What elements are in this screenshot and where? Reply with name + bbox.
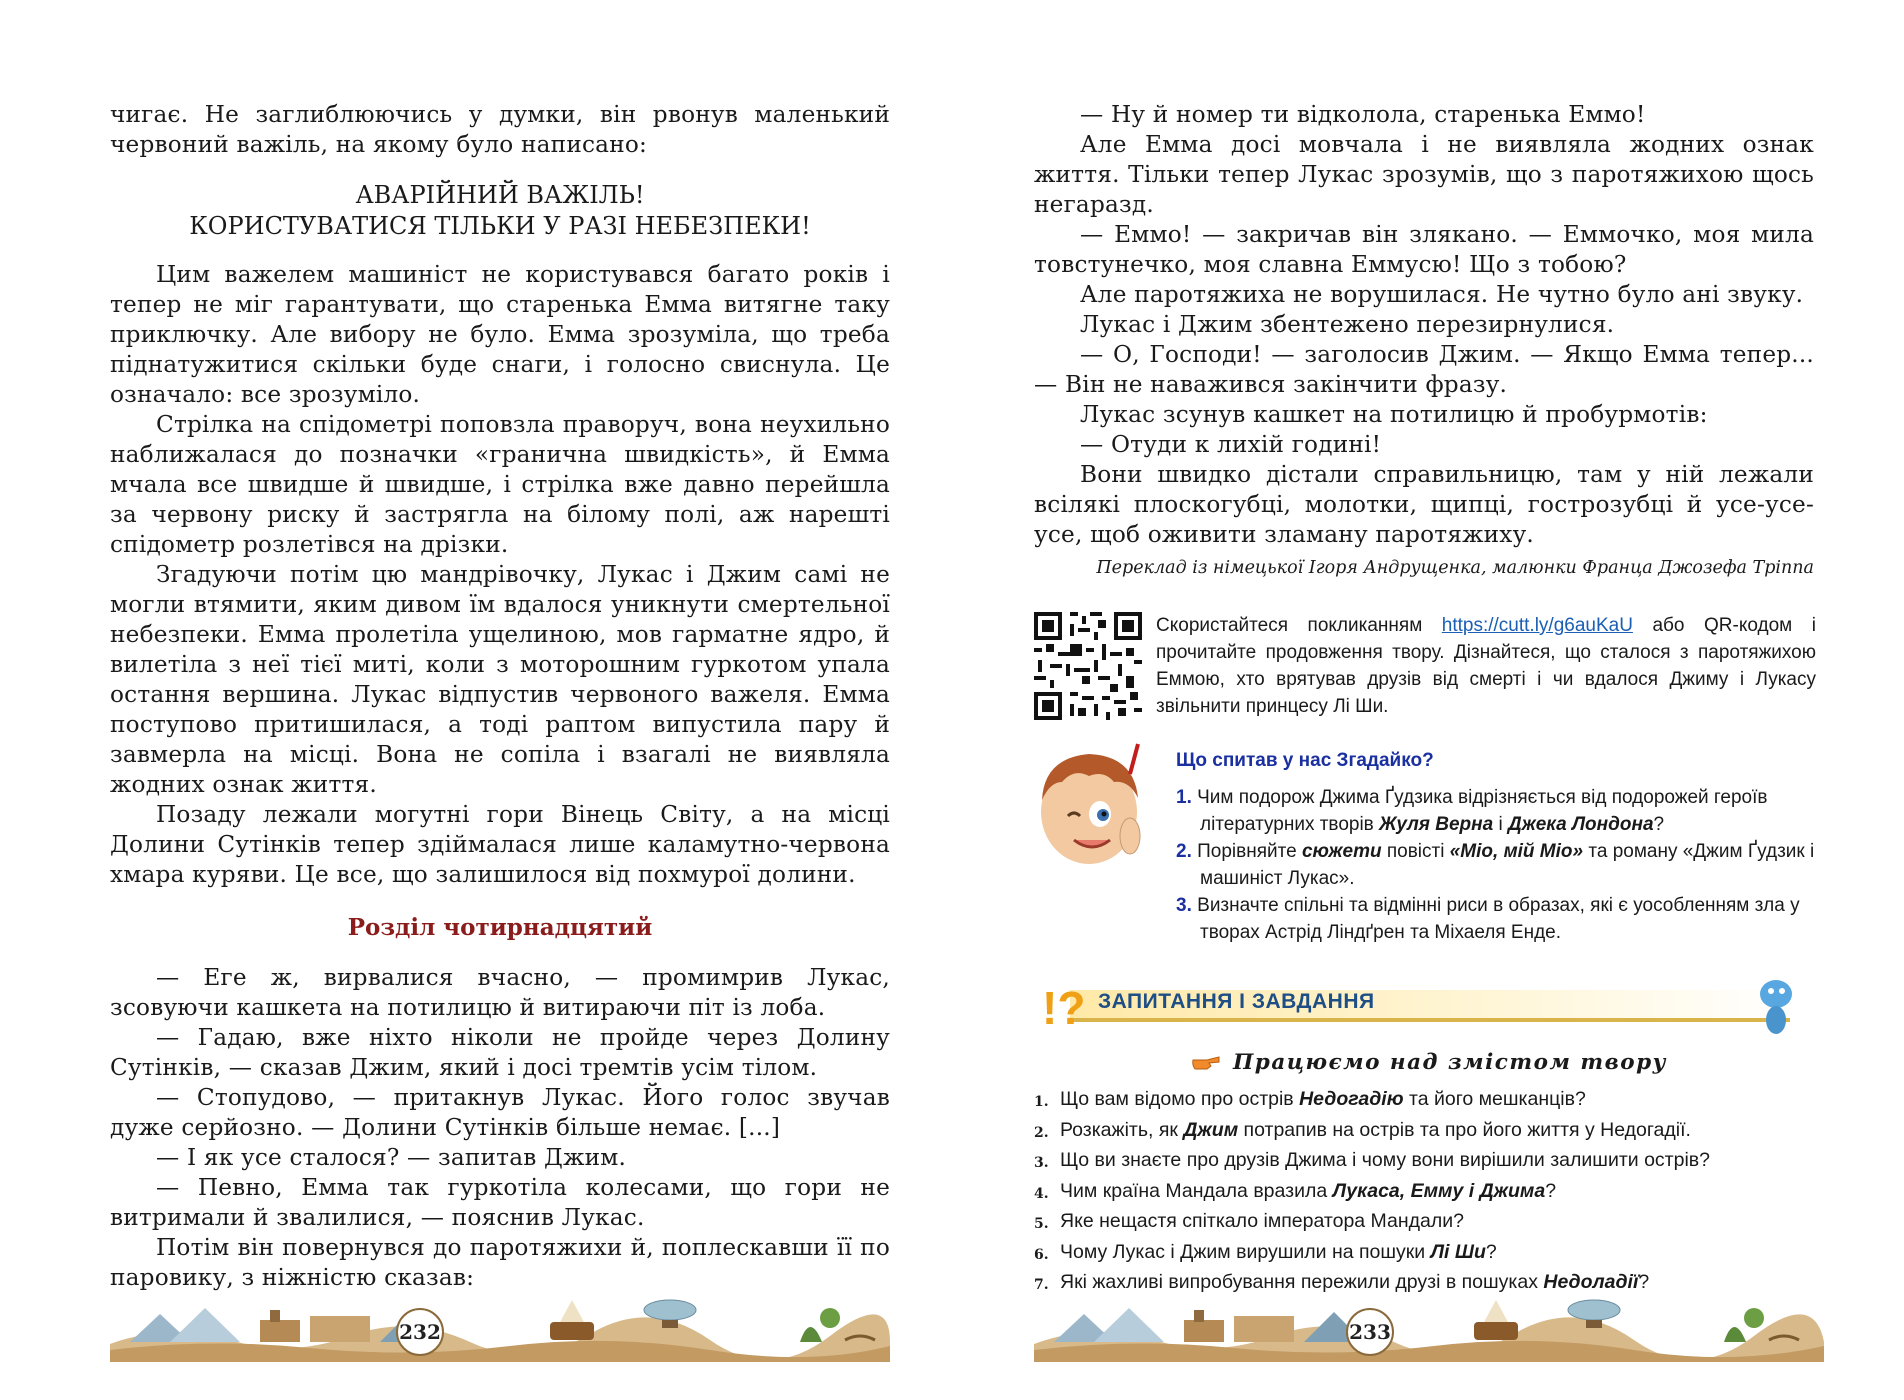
question-item xyxy=(1034,1117,1824,1148)
page-number: 233 xyxy=(1346,1308,1394,1356)
question-part: Що ви знаєте про друзів Джима і чому вони вирішили залишити острів? xyxy=(1060,1149,1710,1171)
paragraph: Згадуючи потім цю мандрівочку, Лукас і Джим самі не могли втямити, яким дивом їм вдалося уникнути смертельної небезпеки. Емма пролетіла ущелиною, мов гарматне ядро, й вилетіла з неї тієї миті, коли з моторошним гуркотом упала остання вершина. Лукас відпустив червоного важеля. Емма поступово притишилася, а тоді раптом випустила пару й завмерла на місці. Вона не сопіла і взагалі не виявляла жодних ознак життя. xyxy=(110,561,890,798)
paragraph: Цим важелем машиніст не користувався багато років і тепер не міг гарантувати, що старенька Емма витягне таку приключку. Але вибору не було. Емма зрозуміла, що треба піднатужитися скільки буде снаги, і голосно свиснула. Це означало: все зрозуміло. xyxy=(110,261,890,408)
sign-line-2: КОРИСТУВАТИСЯ ТІЛЬКИ У РАЗІ НЕБЕЗПЕКИ! xyxy=(189,212,811,240)
sign-line-1: АВАРІЙНИЙ ВАЖІЛЬ! xyxy=(355,181,645,209)
question-number: 2. xyxy=(1034,1124,1049,1141)
paragraph: — Ну й номер ти відколола, старенька Еммо! xyxy=(1080,101,1646,128)
question-text: Чим подорож Джима Ґудзика відрізняється від подорожей героїв літературних творів xyxy=(1197,787,1768,835)
emergency-lever-sign xyxy=(110,180,890,242)
question-number: 1. xyxy=(1034,1094,1049,1110)
paragraph: Стрілка на спідометрі поповзла праворуч, вона неухильно наближалася до позначки «гранична швидкість», й Емма мчала все швидше й швидше, і стрілка вже давно перейшла за червону риску й застрягла на білому полі, аж нарешті спідометр розлетівся на дрізки. xyxy=(110,411,890,558)
subsection-heading xyxy=(1034,1050,1824,1075)
question-text: ? xyxy=(1653,814,1665,835)
zgadayko-question xyxy=(1176,838,1836,892)
qr-link[interactable]: https://cutt.ly/g6auKaU xyxy=(1441,615,1633,636)
question-number: 5. xyxy=(1034,1216,1049,1232)
question-part: Які жахливі випробування пережили друзі в пошуках xyxy=(1060,1271,1544,1293)
question-number: 3. xyxy=(1176,895,1192,916)
question-item xyxy=(1034,1147,1824,1178)
questions-list xyxy=(1034,1086,1824,1300)
right-text-column xyxy=(1034,100,1814,578)
question-part: потрапив на острів та про його життя у Недогадії. xyxy=(1238,1118,1691,1141)
question-text: Порівняйте xyxy=(1197,841,1302,862)
right-page xyxy=(952,0,1904,1400)
zgadayko-questions xyxy=(1176,784,1836,946)
paragraph: — О, Господи! — заголосив Джим. — Якщо Емма тепер... — Він не наважився закінчити фразу. xyxy=(1034,341,1814,398)
paragraph: Лукас і Джим збентежено перезирнулися. xyxy=(1080,311,1615,338)
emphasis: сюжети xyxy=(1301,841,1382,862)
question-item xyxy=(1034,1239,1824,1270)
page-footer-decoration xyxy=(110,1292,890,1362)
question-part: Розкажіть, як xyxy=(1060,1118,1184,1141)
paragraph: — Певно, Емма так гуркотіла колесами, що гори не витримали й звалилися, — пояснив Лукас. xyxy=(110,1174,890,1231)
paragraph: Позаду лежали могутні гори Вінець Світу, а на місці Долини Сутінків тепер здіймалася лише каламутно-червона хмара куряви. Це все, що залишилося від похмурої долини. xyxy=(110,801,890,888)
question-text xyxy=(1060,1208,1464,1239)
page-footer-decoration xyxy=(1034,1292,1824,1362)
emphasis: Джека Лондона xyxy=(1508,814,1654,835)
page-number: 232 xyxy=(396,1308,444,1356)
boy-character-illustration xyxy=(1034,740,1144,880)
paragraph: Лукас зсунув кашкет на потилицю й пробурмотів: xyxy=(1080,401,1708,428)
paragraph: — Стопудово, — притакнув Лукас. Його голос звучав дуже серйозно. — Долини Сутінків більше немає. [...] xyxy=(110,1084,890,1141)
zgadayko-block xyxy=(1034,736,1834,956)
qr-text-before: Скористайтеся покликанням xyxy=(1156,615,1442,636)
qr-text-after: або QR-кодом і прочитайте продовження твору. Дізнайтеся, що сталося з паротяжихою Еммою, хто врятував друзів від смерті і чи вдалося Джиму і Лукасу звільнити принцесу Лі Ши. xyxy=(1156,615,1816,717)
question-text: і xyxy=(1493,814,1508,835)
paragraph: Вони швидко дістали справильницю, там у ній лежали всілякі плоскогубці, молотки, щипці, гострозубці й усе-усе-усе, щоб оживити зламану паротяжиху. xyxy=(1034,461,1814,548)
svg-text:!?: !? xyxy=(1042,982,1086,1034)
zgadayko-question xyxy=(1176,784,1836,838)
emphasis: Недоладії xyxy=(1543,1271,1639,1293)
paragraph: Але Емма досі мовчала і не виявляла жодних ознак життя. Тільки тепер Лукас зрозумів, що з паротяжихою щось негаразд. xyxy=(1034,131,1814,218)
question-item xyxy=(1034,1086,1824,1117)
question-text: Визначте спільні та відмінні риси в образах, які є уособленням зла у творах Астрід Ліндґрен та Міхаеля Енде. xyxy=(1197,895,1800,943)
left-text-column xyxy=(110,100,890,1293)
question-text: та роману «Джим Ґудзик і машиніст Лукас». xyxy=(1200,841,1815,889)
translation-credit: Переклад із німецької Ігоря Андрущенка, малюнки Франца Джозефа Тріппа xyxy=(1096,558,1814,578)
qr-instruction xyxy=(1156,612,1816,720)
qr-block xyxy=(1034,612,1814,722)
emphasis: Недогадію xyxy=(1299,1088,1404,1110)
emphasis: Лукаса, Емму і Джима xyxy=(1332,1179,1546,1202)
question-part: Чому Лукас і Джим вирушили на пошуки xyxy=(1060,1240,1431,1263)
question-part: ? xyxy=(1638,1271,1650,1293)
question-item xyxy=(1034,1178,1824,1209)
paragraph: Але паротяжиха не ворушилася. Не чутно було ані звуку. xyxy=(1080,281,1804,308)
pointing-hand-icon xyxy=(1191,1054,1221,1072)
paragraph: — Гадаю, вже ніхто ніколи не пройде через Долину Сутінків, — сказав Джим, який і досі тремтів усім тілом. xyxy=(110,1024,890,1081)
emphasis: Лі Ши xyxy=(1430,1240,1486,1263)
zgadayko-title: Що спитав у нас Згадайко? xyxy=(1176,750,1434,771)
question-text: повісті xyxy=(1381,841,1450,862)
question-text xyxy=(1060,1117,1691,1148)
footer-landscape-illustration xyxy=(1034,1292,1824,1362)
zgadayko-question xyxy=(1176,892,1836,946)
emphasis: Джим xyxy=(1183,1118,1239,1141)
paragraph: Потім він повернувся до паротяжихи й, поплескавши її по паровику, з ніжністю сказав: xyxy=(110,1234,890,1291)
emphasis: Жуля Верна xyxy=(1379,814,1494,835)
question-number: 7. xyxy=(1034,1277,1049,1293)
question-part: ? xyxy=(1545,1179,1557,1202)
question-part: та його мешканців? xyxy=(1403,1088,1586,1110)
paragraph: — Еге ж, вирвалися вчасно, — промимрив Лукас, зсовуючи кашкета на потилицю й витираючи піт із лоба. xyxy=(110,964,890,1021)
question-part: Яке нещастя спіткало імператора Мандали? xyxy=(1060,1210,1464,1232)
intro-paragraph: чигає. Не заглиблюючись у думки, він рвонув маленький червоний важіль, на якому було написано: xyxy=(110,101,890,158)
question-text xyxy=(1060,1086,1586,1117)
paragraph: — І як усе сталося? — запитав Джим. xyxy=(156,1144,627,1171)
question-number: 2. xyxy=(1176,841,1192,862)
questions-banner xyxy=(1034,976,1824,1040)
question-part: Чим країна Мандала вразила xyxy=(1060,1179,1333,1202)
subsection-title: Працюємо над змістом твору xyxy=(1232,1050,1667,1075)
footer-landscape-illustration xyxy=(110,1292,890,1362)
question-text xyxy=(1060,1178,1556,1209)
question-item xyxy=(1034,1208,1824,1239)
question-number: 6. xyxy=(1034,1246,1049,1263)
banner-title: ЗАПИТАННЯ І ЗАВДАННЯ xyxy=(1098,990,1375,1013)
question-number: 4. xyxy=(1034,1185,1049,1202)
question-text xyxy=(1060,1239,1497,1270)
question-text xyxy=(1060,1147,1710,1178)
chapter-title: Розділ чотирнадцятий xyxy=(347,914,653,941)
paragraph: — Отуди к лихій годині! xyxy=(1080,431,1382,458)
question-number: 1. xyxy=(1176,787,1192,808)
qr-code-icon[interactable] xyxy=(1034,612,1142,720)
question-part: Що вам відомо про острів xyxy=(1060,1088,1300,1110)
emphasis: «Міо, мій Міо» xyxy=(1449,841,1584,862)
question-part: ? xyxy=(1485,1240,1497,1263)
paragraph: — Еммо! — закричав він злякано. — Еммочко, моя мила товстунечко, моя славна Еммусю! Що з тобою? xyxy=(1034,221,1814,278)
question-number: 3. xyxy=(1034,1155,1049,1171)
